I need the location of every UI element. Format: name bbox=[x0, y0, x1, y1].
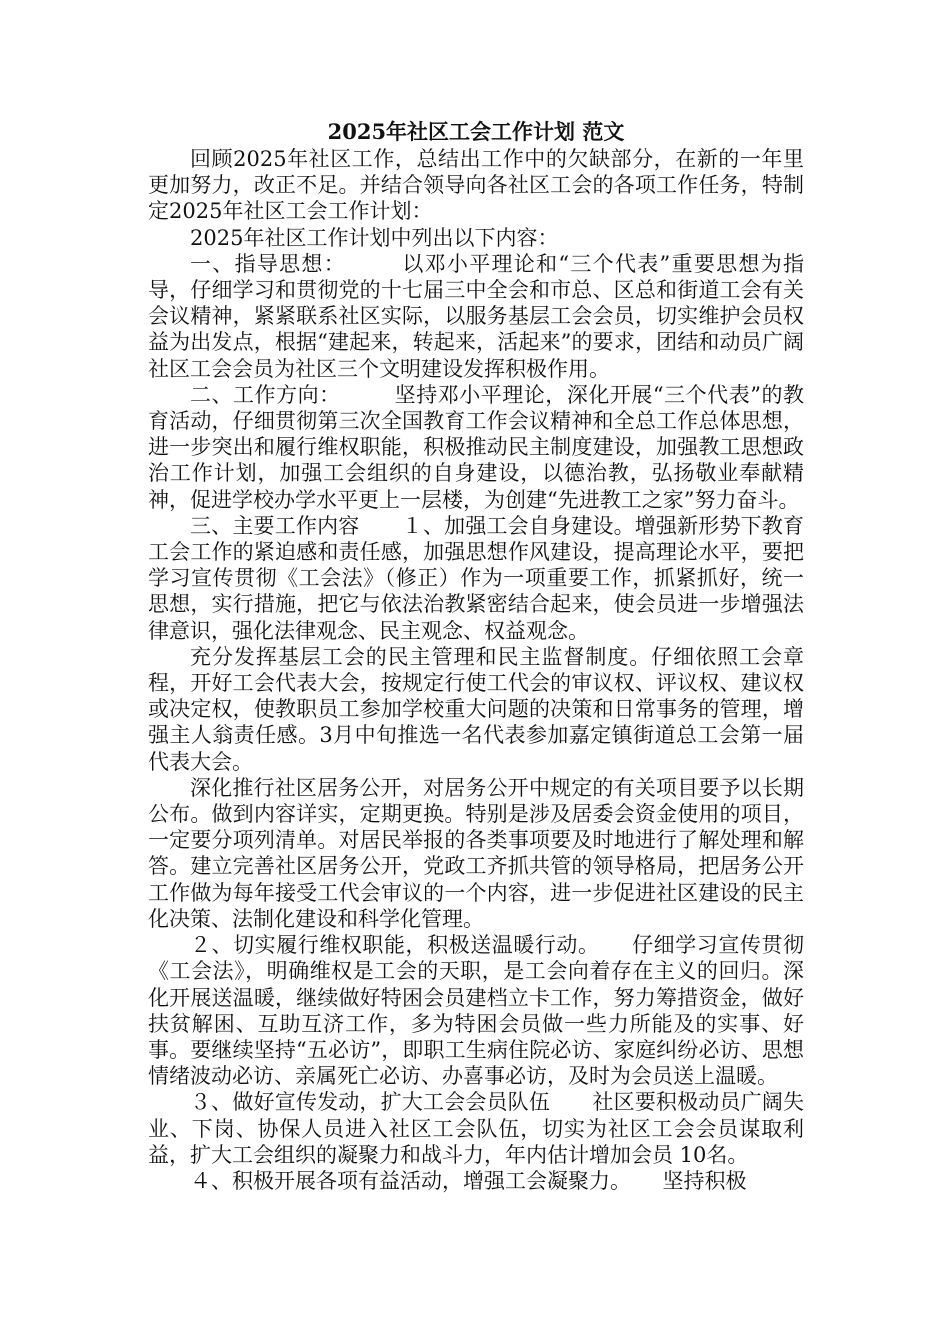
document-title: 2025年社区工会工作计划 范文 bbox=[327, 119, 625, 144]
paragraph-guiding-ideology: 一、指导思想： 以邓小平理论和“三个代表”重要思想为指导，仔细学习和贯彻党的十七届三中全会和市总、区总和街道工会有关会议精神，紧紧联系社区实际，以服务基层工会会员，切实维护会员权益为出发点，根据“建起来，转起来，活起来”的要求，团结和动员广阔社区工会会员为社区三个文明建设发挥积极作用。 bbox=[148, 251, 804, 381]
paragraph-work-direction: 二、工作方向： 坚持邓小平理论，深化开展“三个代表”的教育活动，仔细贯彻第三次全国教育工作会议精神和全总工作总体思想，进一步突出和履行维权职能，积极推动民主制度建设，加强教工思想政治工作计划，加强工会组织的自身建设，以德治教，弘扬敬业奉献精神，促进学校办学水平更上一层楼，为创建“先进教工之家”努力奋斗。 bbox=[148, 382, 804, 512]
paragraph-review: 回顾2025年社区工作，总结出工作中的欠缺部分，在新的一年里更加努力，改正不足。并结合领导向各社区工会的各项工作任务，特制定2025年社区工会工作计划： bbox=[148, 147, 804, 224]
paragraph-activities: ４、积极开展各项有益活动，增强工会凝聚力。 坚持积极 bbox=[190, 1168, 747, 1193]
paragraph-affairs-disclosure: 深化推行社区居务公开，对居务公开中规定的有关项目要予以长期公布。做到内容详实，定期更换。特别是涉及居委会资金使用的项目，一定要分项列清单。对居民举报的各类事项要及时地进行了解处理和解答。建立完善社区居务公开，党政工齐抓共管的领导格局，把居务公开工作做为每年接受工代会审议的一个内容，进一步促进社区建设的民主化决策、法制化建设和科学化管理。 bbox=[148, 775, 804, 931]
paragraph-main-content: 三、主要工作内容 １、加强工会自身建设。增强新形势下教育工会工作的紧迫感和责任感，加强思想作风建设，提高理论水平，要把学习宣传贯彻《工会法》（修正）作为一项重要工作，抓紧抓好，统一思想，实行措施，把它与依法治教紧密结合起来，使会员进一步增强法律意识，强化法律观念、民主观念、权益观念。 bbox=[148, 513, 804, 643]
paragraph-publicity: ３、做好宣传发动，扩大工会会员队伍 社区要积极动员广阔失业、下岗、协保人员进入社区工会队伍，切实为社区工会会员谋取利益，扩大工会组织的凝聚力和战斗力，年内估计增加会员 10名。 bbox=[148, 1090, 804, 1167]
paragraph-rights-protection: ２、切实履行维权职能，积极送温暖行动。 仔细学习宣传贯彻《工会法》，明确维权是工会的天职，是工会向着存在主义的回归。深化开展送温暖，继续做好特困会员建档立卡工作，努力筹措资金，做好扶贫解困、互助互济工作，多为特困会员做一些力所能及的实事、好事。要继续坚持“五必访”，即职工生病住院必访、家庭纠纷必访、思想情绪波动必访、亲属死亡必访、办喜事必访，及时为会员送上温暖。 bbox=[148, 933, 804, 1089]
document-page bbox=[148, 118, 804, 1194]
paragraph-democratic-management: 充分发挥基层工会的民主管理和民主监督制度。仔细依照工会章程，开好工会代表大会，按规定行使工代会的审议权、评议权、建议权或决定权，使教职员工参加学校重大问题的决策和日常事务的管理，增强主人翁责任感。3月中旬推选一名代表参加嘉定镇街道总工会第一届代表大会。 bbox=[148, 644, 804, 774]
paragraph-intro: 2025年社区工作计划中列出以下内容： bbox=[190, 225, 559, 250]
